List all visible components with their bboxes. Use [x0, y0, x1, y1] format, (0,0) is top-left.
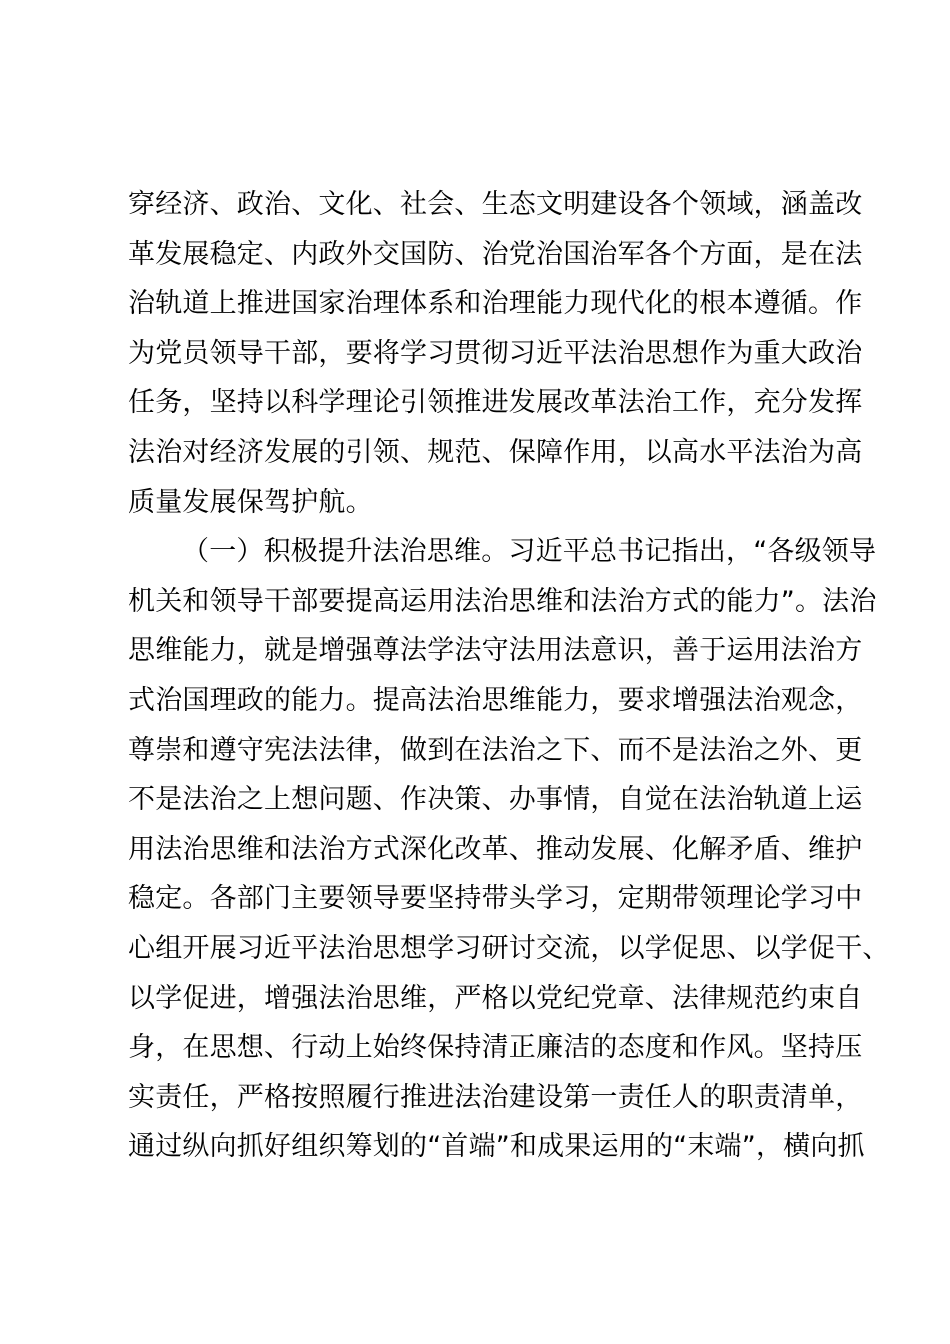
text-line: 法治对经济发展的引领、规范、保障作用，以高水平法治为高	[128, 436, 863, 468]
text-line: 革发展稳定、内政外交国防、治党治国治军各个方面，是在法	[128, 238, 863, 270]
text-line: 质量发展保驾护航。	[128, 486, 373, 518]
text-line: 不是法治之上想问题、作决策、办事情，自觉在法治轨道上运	[128, 784, 863, 816]
text-line: 治轨道上推进国家治理体系和治理能力现代化的根本遵循。作	[128, 288, 863, 320]
section-heading-line: （一）积极提升法治思维。习近平总书记指出，“各级领导	[182, 536, 877, 568]
text-line: 任务，坚持以科学理论引领推进发展改革法治工作，充分发挥	[128, 387, 863, 419]
text-line: 通过纵向抓好组织筹划的“首端”和成果运用的“末端”，横向抓	[128, 1131, 865, 1163]
text-line: 尊崇和遵守宪法法律，做到在法治之下、而不是法治之外、更	[128, 734, 863, 766]
text-line: 以学促进，增强法治思维，严格以党纪党章、法律规范约束自	[128, 982, 863, 1014]
text-line: 机关和领导干部要提高运用法治思维和法治方式的能力”。法治	[128, 585, 877, 617]
text-line: 实责任，严格按照履行推进法治建设第一责任人的职责清单，	[128, 1081, 863, 1113]
body-text	[128, 180, 908, 1172]
text-line: 思维能力，就是增强尊法学法守法用法意识，善于运用法治方	[128, 635, 863, 667]
text-line: 心组开展习近平法治思想学习研讨交流，以学促思、以学促干、	[128, 932, 890, 964]
text-line: 式治国理政的能力。提高法治思维能力，要求增强法治观念，	[128, 684, 863, 716]
text-line: 穿经济、政治、文化、社会、生态文明建设各个领域，涵盖改	[128, 189, 863, 220]
text-line: 为党员领导干部，要将学习贯彻习近平法治思想作为重大政治	[128, 337, 863, 369]
text-line: 用法治思维和法治方式深化改革、推动发展、化解矛盾、维护	[128, 833, 863, 865]
text-line: 身，在思想、行动上始终保持清正廉洁的态度和作风。坚持压	[128, 1032, 863, 1064]
text-line: 稳定。各部门主要领导要坚持带头学习，定期带领理论学习中	[128, 883, 863, 915]
